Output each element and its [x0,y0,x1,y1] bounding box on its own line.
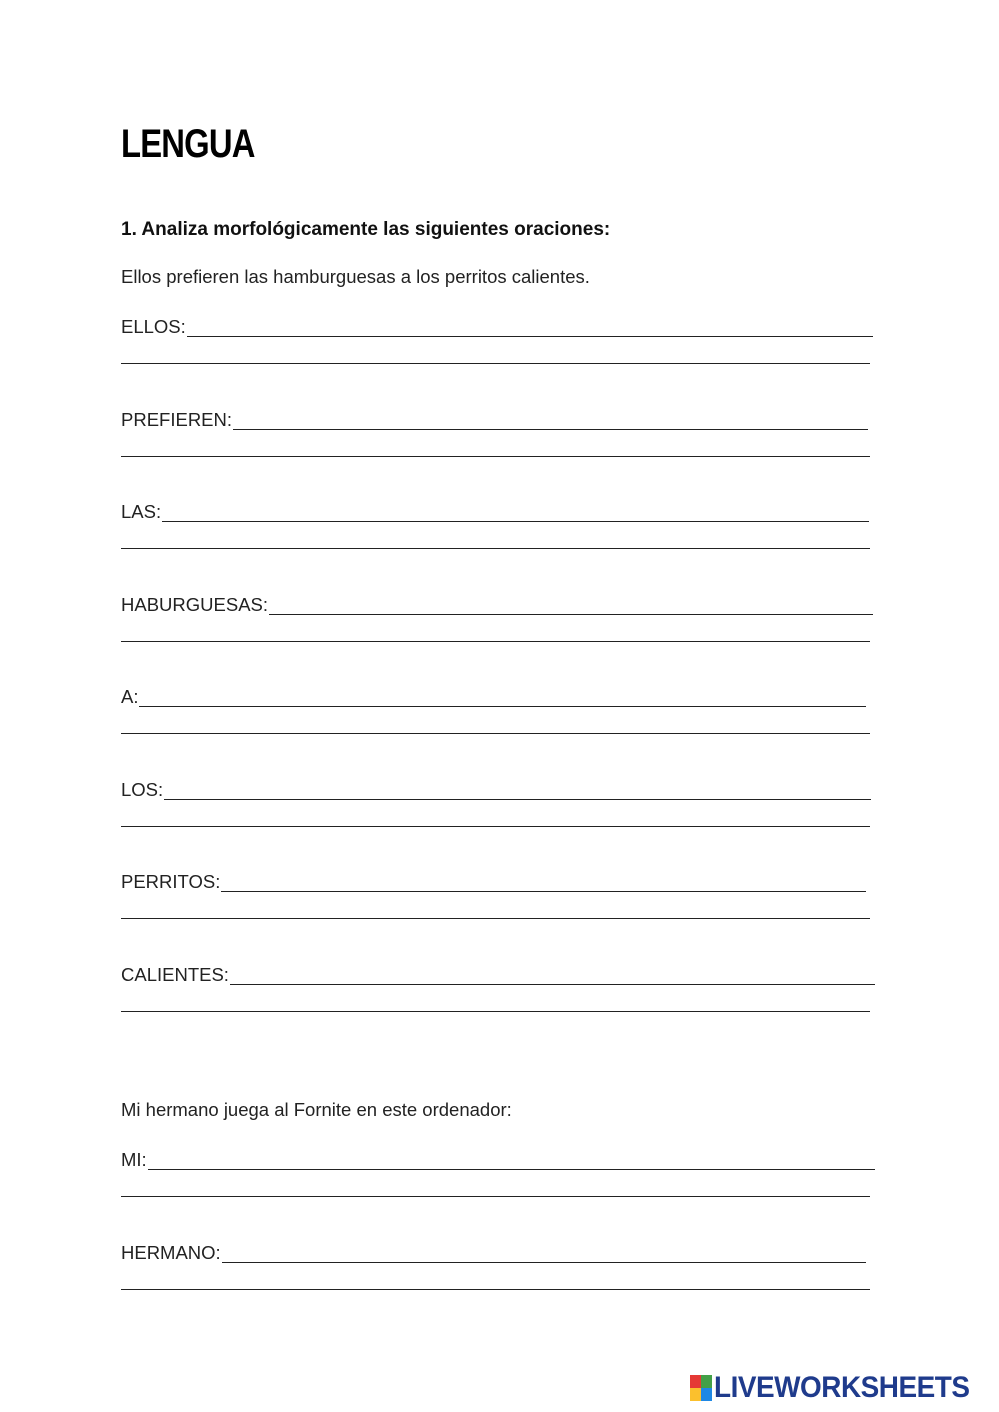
answer-blank[interactable] [221,871,866,892]
answer-blank[interactable] [222,1242,866,1263]
word-label: PERRITOS: [121,871,221,892]
answer-row-hermano [121,1237,866,1263]
answer-blank[interactable] [139,686,866,707]
answer-extra-line[interactable] [121,826,870,827]
question-heading: 1. Analiza morfológicamente las siguientes oraciones: [121,219,611,240]
answer-extra-line[interactable] [121,1196,870,1197]
word-label: ELLOS: [121,316,186,337]
liveworksheets-logo-icon [690,1375,712,1401]
word-label: HABURGUESAS: [121,593,269,615]
answer-blank[interactable] [269,594,873,615]
answer-extra-line[interactable] [121,1011,870,1012]
answer-blank[interactable] [162,501,869,522]
answer-row-haburguesas [121,589,873,615]
answer-row-los [121,774,871,800]
answer-row-las [121,496,869,522]
answer-row-perritos [121,866,866,892]
answer-extra-line[interactable] [121,363,870,364]
answer-extra-line[interactable] [121,548,870,549]
answer-extra-line[interactable] [121,641,870,642]
answer-row-a [121,681,866,707]
answer-extra-line[interactable] [121,456,870,457]
answer-extra-line[interactable] [121,918,870,919]
answer-blank[interactable] [187,316,873,337]
brand-text: LIVEWORKSHEETS [714,1371,970,1404]
word-label: PREFIEREN: [121,408,233,430]
word-label: A: [121,686,139,707]
answer-row-prefieren [121,404,868,430]
word-label: LOS: [121,778,164,800]
liveworksheets-brand [690,1370,989,1406]
answer-extra-line[interactable] [121,1289,870,1290]
answer-blank[interactable] [230,964,875,985]
answer-extra-line[interactable] [121,733,870,734]
answer-row-mi [121,1144,875,1170]
answer-blank[interactable] [164,779,871,800]
word-label: MI: [121,1149,147,1170]
sentence-two: Mi hermano juega al Fornite en este ordenador: [121,1099,512,1120]
word-label: CALIENTES: [121,963,229,985]
answer-blank[interactable] [148,1149,875,1170]
answer-row-ellos [121,311,873,337]
answer-blank[interactable] [233,409,868,430]
answer-row-calientes [121,959,875,985]
word-label: HERMANO: [121,1241,221,1263]
word-label: LAS: [121,501,162,522]
sentence-one: Ellos prefieren las hamburguesas a los perritos calientes. [121,266,590,287]
page-title: LENGUA [121,122,255,166]
